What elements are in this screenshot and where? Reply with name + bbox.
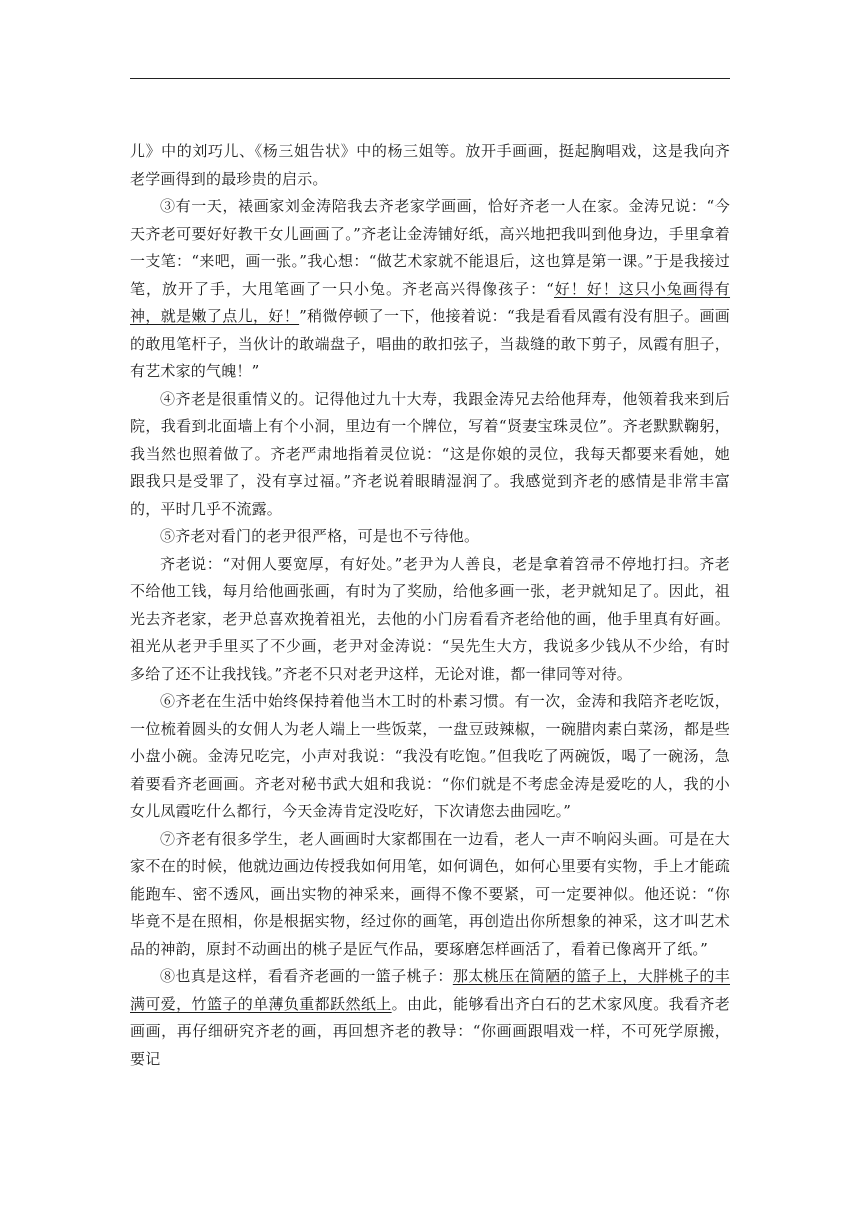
paragraph-5: ⑤齐老对看门的老尹很严格，可是也不亏待他。 xyxy=(160,527,480,545)
paragraph-1: 儿》中的刘巧儿、《杨三姐告状》中的杨三姐等。放开手画画，挺起胸唱戏，这是我向齐老学画得到的最珍贵的启示。 xyxy=(130,142,730,188)
header-rule xyxy=(130,78,730,79)
paragraph-6: ⑥齐老在生活中始终保持着他当木工时的朴素习惯。有一次，金涛和我陪齐老吃饭，一位梳着圆头的女佣人为老人端上一些饭菜，一盘豆豉辣椒，一碗腊肉素白菜汤，都是些小盘小碗。金涛兄吃完，小声对我说：“我没有吃饱。”但我吃了两碗饭，喝了一碗汤，急着要看齐老画画。齐老对秘书武大姐和我说：“你们就是不考虑金涛是爱吃的人，我的小女儿凤霞吃什么都行，今天金涛肯定没吃好，下次请您去曲园吃。” xyxy=(130,692,730,820)
underlined-sentence: 那太桃压在简陋的篮子上，大胖桃子的丰满可爱，竹篮子的单薄负重都跃然纸上 xyxy=(130,967,730,1013)
article-body xyxy=(130,138,730,1073)
paragraph-3: ③有一天，裱画家刘金涛陪我去齐老家学画画，恰好齐老一人在家。金涛兄说：“今天齐老可要好好教干女儿画画了。”齐老让金涛铺好纸，高兴地把我叫到他身边，手里拿着一支笔：“来吧，画一张。”我心想：“做艺术家就不能退后，这也算是第一课。”于是我接过笔，放开了手，大甩笔画了一只小兔。齐老高兴得像孩子：“好！好！这只小兔画得有神，就是嫩了点儿，好！”稍微停顿了一下，他接着说：“我是看看凤霞有没有胆子。画画的敢甩笔杆子，当伙计的敢端盘子，唱曲的敢扣弦子，当裁缝的敢下剪子，凤霞有胆子，有艺术家的气魄！” xyxy=(130,197,731,380)
paragraph-8: ⑧也真是这样，看看齐老画的一篮子桃子：那太桃压在简陋的篮子上，大胖桃子的丰满可爱，竹篮子的单薄负重都跃然纸上。由此，能够看出齐白石的艺术家风度。我看齐老画画，再仔细研究齐老的画，再回想齐老的教导：“你画画跟唱戏一样，不可死学原搬，要记 xyxy=(130,967,730,1068)
paragraph-7: ⑦齐老有很多学生，老人画画时大家都围在一边看，老人一声不响闷头画。可是在大家不在的时候，他就边画边传授我如何用笔，如何调色，如何心里要有实物，手上才能疏能跑车、密不透风，画出实物的神采来，画得不像不要紧，可一定要神似。他还说：“你毕竟不是在照相，你是根据实物，经过你的画笔，再创造出你所想象的神采，这才叫艺术品的神韵，原封不动画出的桃子是匠气作品，要琢磨怎样画活了，看着已像离开了纸。” xyxy=(130,829,730,958)
paragraph-5-continued: 齐老说：“对佣人要宽厚，有好处。”老尹为人善良，老是拿着笤帚不停地打扫。齐老不给他工钱，每月给他画张画，有时为了奖励，给他多画一张，老尹就知足了。因此，祖光去齐老家，老尹总喜欢挽着祖光，去他的小门房看看齐老给他的画，他手里真有好画。祖光从老尹手里买了不少画，老尹对金涛说：“吴先生大方，我说多少钱从不少给，有时多给了还不让我找钱。”齐老不只对老尹这样，无论对谁，都一律同等对待。 xyxy=(130,554,730,683)
underlined-sentence: 好！好！这只小兔画得有神，就是嫩了点儿，好！ xyxy=(130,279,731,325)
paragraph-4: ④齐老是很重情义的。记得他过九十大寿，我跟金涛兄去给他拜寿，他领着我来到后院，我看到北面墙上有个小洞，里边有一个牌位，写着“贤妻宝珠灵位”。齐老默默鞠躬，我当然也照着做了。齐老严肃地指着灵位说：“这是你娘的灵位，我每天都要来看她，她跟我只是受罪了，没有享过福。”齐老说着眼睛湿润了。我感觉到齐老的感情是非常丰富的，平时几乎不流露。 xyxy=(130,389,730,518)
